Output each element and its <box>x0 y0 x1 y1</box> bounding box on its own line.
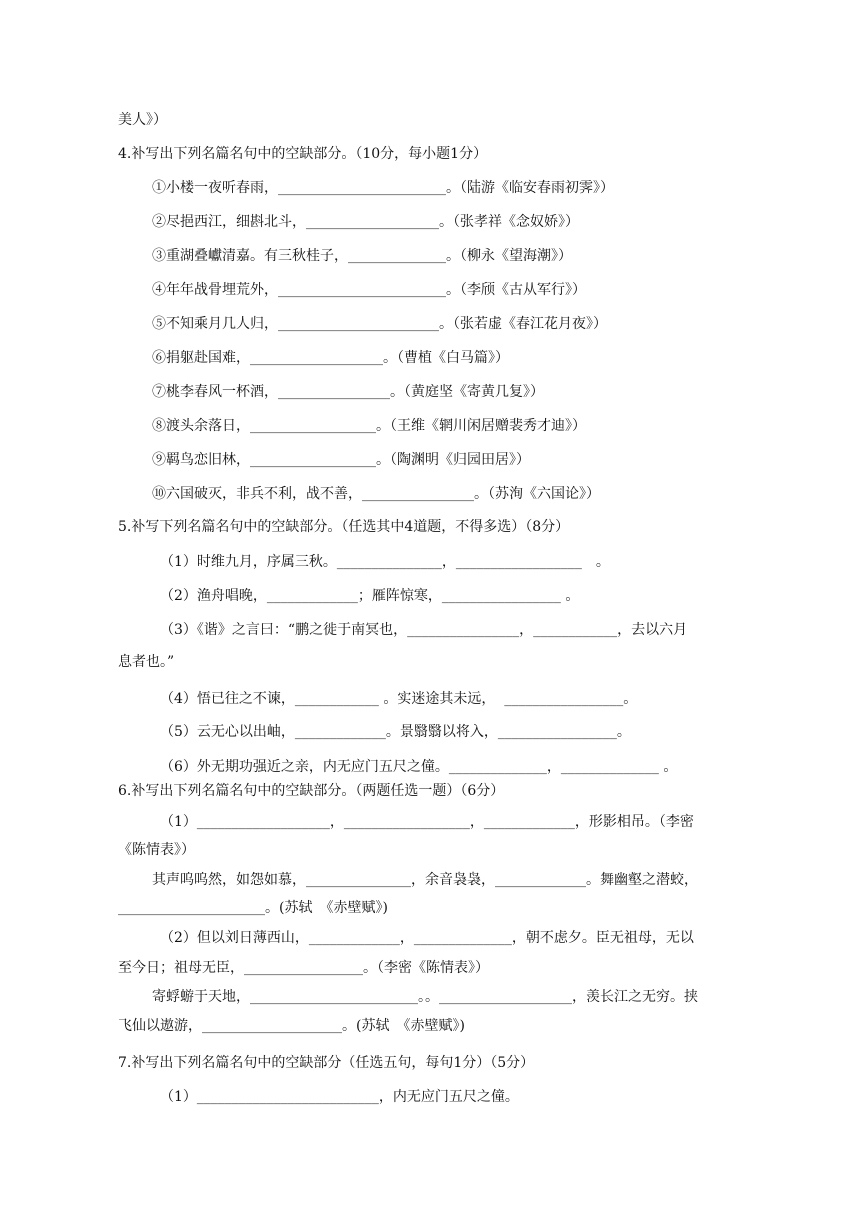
text-line: ⑥捐躯赴国难，___________________。（曹植《白马篇》） <box>152 350 509 366</box>
text-line: ②尽挹西江，细斟北斗，___________________。（张孝祥《念奴娇》） <box>152 214 579 230</box>
text-line: ①小楼一夜听春雨，________________________。（陆游《临安春雨初霁》） <box>152 180 614 196</box>
text-line: （2）但以刘日薄西山，_____________，______________，朝不虑夕。臣无祖母，无以 <box>160 930 694 946</box>
question-heading: 6.补写出下列名篇名句中的空缺部分。（两题任选一题）（6分） <box>118 783 505 799</box>
text-line: ⑦桃李春风一杯酒，________________。（黄庭坚《寄黄几复》） <box>152 384 544 400</box>
text-line: ⑧渡头余落日，__________________。（王维《辋川闲居赠裴秀才迪》） <box>152 418 586 434</box>
text-line: （1）___________________，__________________，_____________，形影相吊。（李密 <box>160 814 694 830</box>
text-line: （1）时维九月，序属三秋。_______________，__________________ 。 <box>160 554 610 570</box>
text-line: 其声呜呜然，如怨如慕，_______________，余音袅袅，_____________。舞幽壑之潜蛟， <box>152 872 698 888</box>
text-line: _____________________。(苏轼 《赤壁赋》) <box>118 900 388 916</box>
text-line: ⑤不知乘月几人归，_______________________。（张若虚《春江花月夜》） <box>152 316 607 332</box>
text-line: 寄蜉蝣于天地，________________________。。___________________，羡长江之无穷。挟 <box>152 989 698 1005</box>
text-line: （3）《谐》之言曰：“鹏之徙于南冥也，________________，____________，去以六月 <box>160 622 688 638</box>
text-line: ⑨羁鸟恋旧林，__________________。（陶渊明《归园田居》） <box>152 452 530 468</box>
text-line: 息者也。” <box>118 654 175 670</box>
text-line: ③重湖叠巘清嘉。有三秋桂子，______________。（柳永《望海潮》） <box>152 248 572 264</box>
text-line: 美人》） <box>118 112 167 128</box>
question-heading: 5.补写下列名篇名句中的空缺部分。（任选其中4道题，不得多选）（8分） <box>118 519 570 535</box>
text-line: ⑩六国破灭，非兵不利，战不善，________________。（苏洵《六国论》） <box>152 486 600 502</box>
text-line: 至今日；祖母无臣，_________________。（李密《陈情表》） <box>118 960 489 976</box>
text-line: （6）外无期功强近之亲，内无应门五尺之僮。______________，______________ 。 <box>160 759 678 775</box>
question-heading: 7.补写出下列名篇名句中的空缺部分（任选五句，每句1分）（5分） <box>118 1055 535 1071</box>
text-line: ④年年战骨埋荒外，________________________。（李颀《古从军行》） <box>152 282 586 298</box>
text-line: （1）__________________________，内无应门五尺之僮。 <box>160 1089 519 1105</box>
question-heading: 4.补写出下列名篇名句中的空缺部分。（10分，每小题1分） <box>118 146 488 162</box>
text-line: 飞仙以遨游，____________________。(苏轼 《赤壁赋》) <box>118 1018 465 1034</box>
text-line: （4）悟已往之不谏，____________ 。实迷途其未远， _________________。 <box>160 691 638 707</box>
text-line: 《陈情表》） <box>118 842 195 858</box>
text-line: （2）渔舟唱晚，_____________；雁阵惊寒，_________________ 。 <box>160 588 580 604</box>
text-line: （5）云无心以出岫，_____________。景翳翳以将入，_________________。 <box>160 724 631 740</box>
